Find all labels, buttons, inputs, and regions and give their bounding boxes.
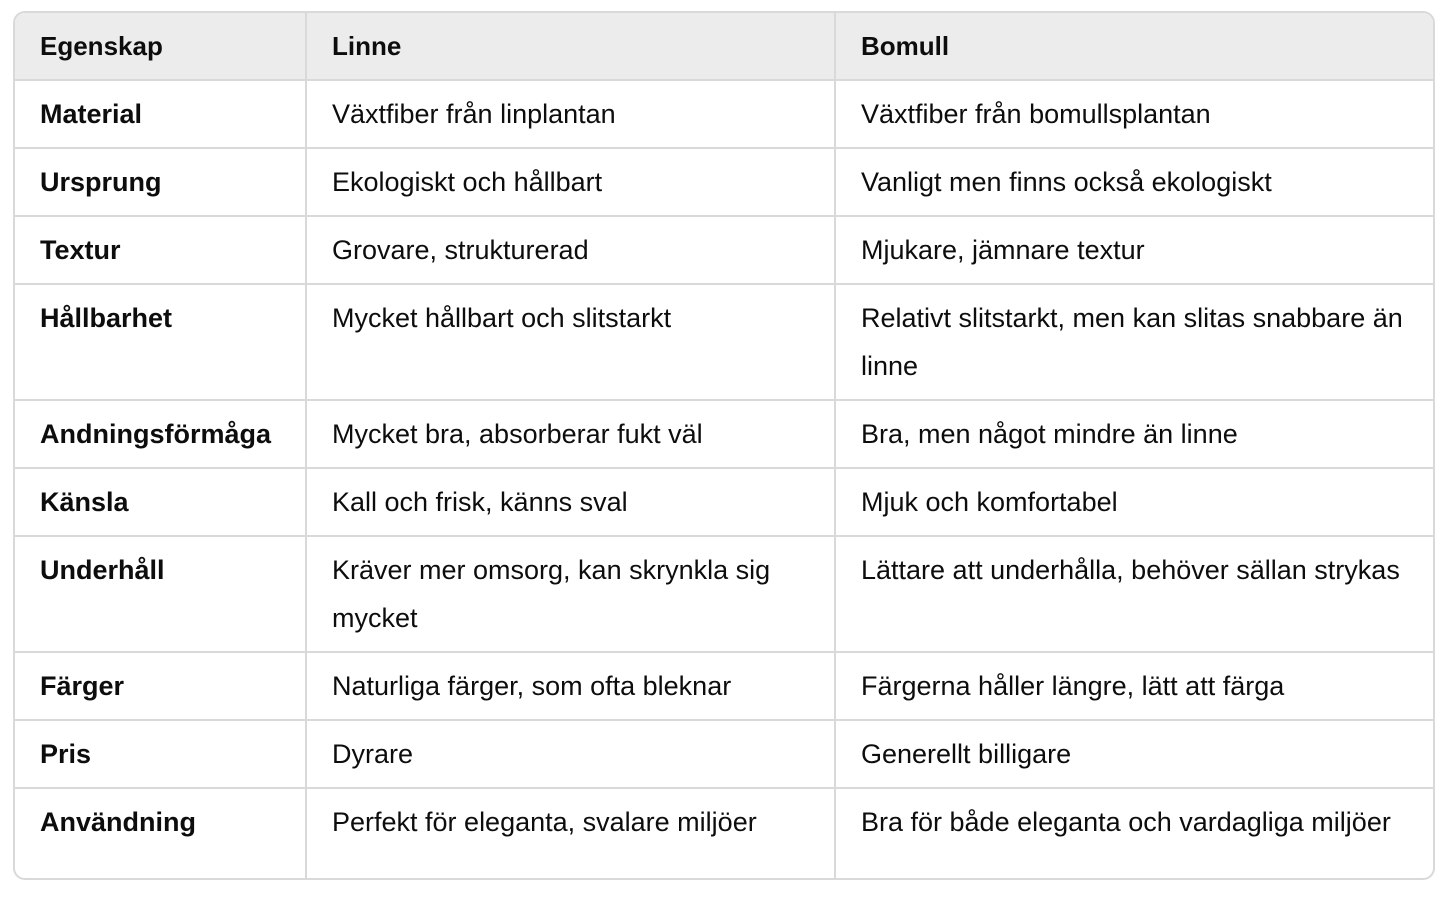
bomull-cell: Generellt billigare [835, 720, 1433, 788]
bomull-cell: Växtfiber från bomullsplantan [835, 80, 1433, 148]
table-row [15, 536, 1433, 652]
bomull-cell: Vanligt men finns också ekologiskt [835, 148, 1433, 216]
table-body [15, 80, 1433, 880]
table-row [15, 216, 1433, 284]
header-row [15, 13, 1433, 80]
bomull-cell: Mjuk och komfortabel [835, 468, 1433, 536]
table-header [15, 13, 1433, 80]
bomull-cell: Bra, men något mindre än linne [835, 400, 1433, 468]
table-row [15, 80, 1433, 148]
linne-cell: Dyrare [306, 720, 835, 788]
header-linne: Linne [306, 13, 835, 80]
property-cell: Material [15, 80, 306, 148]
comparison-table-container [13, 11, 1435, 880]
property-cell: Andningsförmåga [15, 400, 306, 468]
linne-cell: Mycket hållbart och slitstarkt [306, 284, 835, 400]
table-row [15, 400, 1433, 468]
linne-cell: Kall och frisk, känns sval [306, 468, 835, 536]
bomull-cell: Bra för både eleganta och vardagliga miljöer [861, 807, 1391, 837]
bomull-cell: Färgerna håller längre, lätt att färga [835, 652, 1433, 720]
property-cell: Hållbarhet [15, 284, 306, 400]
property-cell: Textur [15, 216, 306, 284]
table-row [15, 720, 1433, 788]
property-cell: Underhåll [15, 536, 306, 652]
linne-cell: Kräver mer omsorg, kan skrynkla sig mycket [306, 536, 835, 652]
table-row [15, 284, 1433, 400]
bomull-cell: Lättare att underhålla, behöver sällan strykas [835, 536, 1433, 652]
comparison-table [15, 13, 1433, 880]
table-row [15, 148, 1433, 216]
table-row [15, 468, 1433, 536]
linne-cell: Ekologiskt och hållbart [306, 148, 835, 216]
table-row [15, 788, 1433, 880]
property-cell: Pris [15, 720, 306, 788]
table-row [15, 652, 1433, 720]
bomull-cell: Mjukare, jämnare textur [835, 216, 1433, 284]
linne-cell: Grovare, strukturerad [306, 216, 835, 284]
header-bomull: Bomull [835, 13, 1433, 80]
bomull-cell: Relativt slitstarkt, men kan slitas snabbare än linne [835, 284, 1433, 400]
linne-cell: Naturliga färger, som ofta bleknar [306, 652, 835, 720]
header-egenskap: Egenskap [15, 13, 306, 80]
property-cell: Användning [15, 788, 306, 880]
property-cell: Känsla [15, 468, 306, 536]
property-cell: Ursprung [15, 148, 306, 216]
property-cell: Färger [15, 652, 306, 720]
linne-cell: Perfekt för eleganta, svalare miljöer [306, 788, 835, 880]
linne-cell: Mycket bra, absorberar fukt väl [306, 400, 835, 468]
linne-cell: Växtfiber från linplantan [306, 80, 835, 148]
